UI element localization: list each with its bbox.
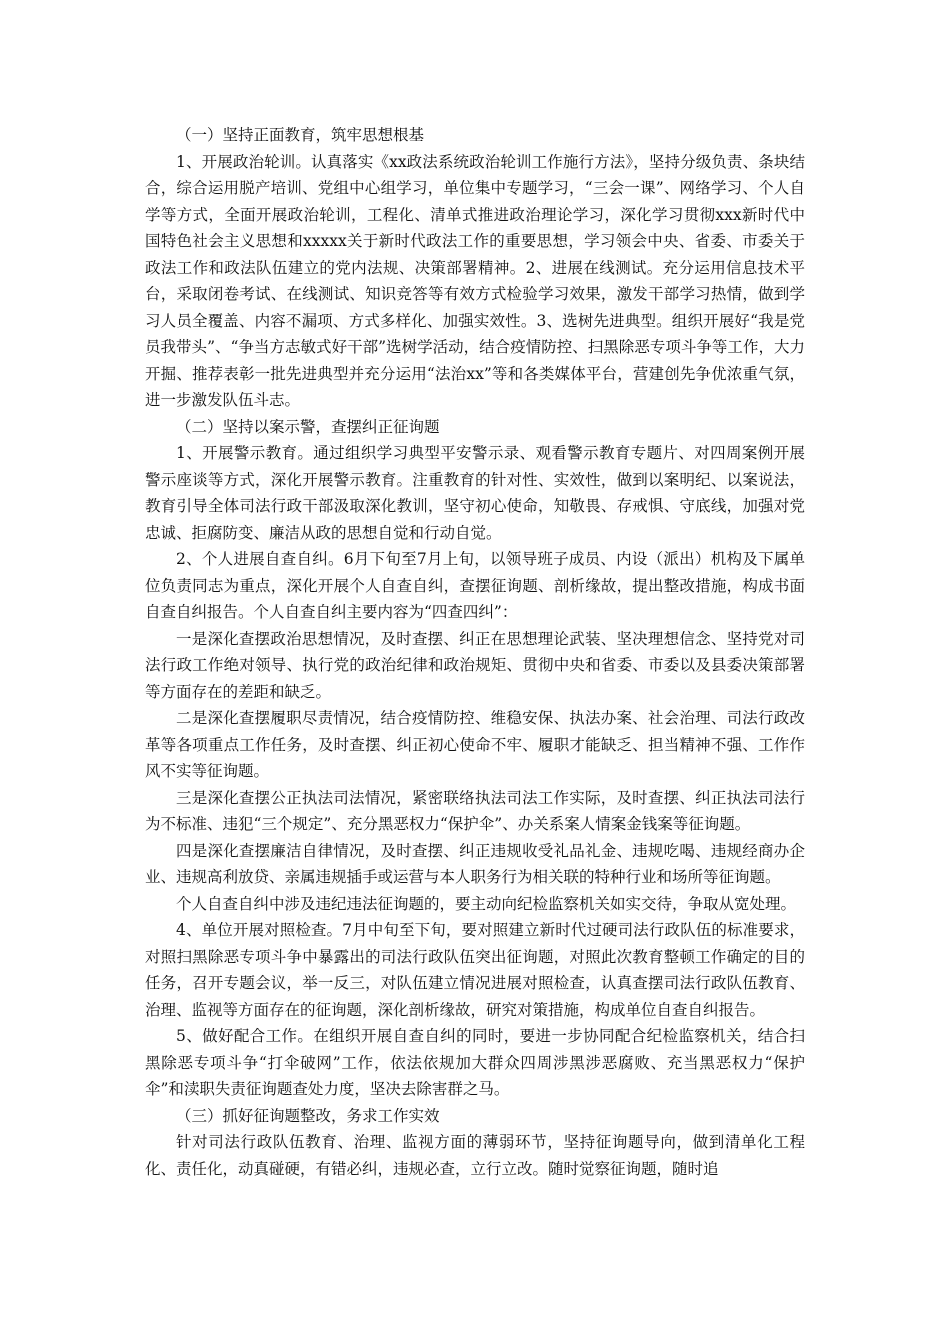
section-heading-3: （三）抓好征询题整改，务求工作实效 xyxy=(176,1106,440,1125)
paragraph: 1、开展警示教育。通过组织学习典型平安警示录、观看警示教育专题片、对四周案例开展警示座谈等方式，深化开展警示教育。注重教育的针对性、实效性，做到以案明纪、以案说法，教育引导全体司法行政干部汲取深化教训，坚守初心使命，知敬畏、存戒惧、守底线，加强对党忠诚、拒腐防变、廉洁从政的思想自觉和行动自觉。 xyxy=(145,444,805,542)
document-body xyxy=(145,122,805,1182)
paragraph: 5、做好配合工作。在组织开展自查自纠的同时，要进一步协同配合纪检监察机关，结合扫黑除恶专项斗争“打伞破网”工作，依法依规加大群众四周涉黑涉恶腐败、充当黑恶权力“保护伞”和渎职失责征询题查处力度，坚决去除害群之马。 xyxy=(145,1027,805,1098)
section-heading-2: （二）坚持以案示警，查摆纠正征询题 xyxy=(176,417,440,436)
section-heading-1: （一）坚持正面教育，筑牢思想根基 xyxy=(176,126,425,144)
paragraph: 个人自查自纠中涉及违纪违法征询题的，要主动向纪检监察机关如实交待，争取从宽处理。 xyxy=(176,894,797,913)
paragraph: 1、开展政治轮训。认真落实《xx政法系统政治轮训工作施行方法》，坚持分级负责、条块结合，综合运用脱产培训、党组中心组学习，单位集中专题学习，“三会一课”、网络学习、个人自学等方式，全面开展政治轮训，工程化、清单式推进政治理论学习，深化学习贯彻xxx新时代中国特色社会主义思想和xxxxx关于新时代政法工作的重要思想，学习领会中央、省委、市委关于政法工作和政法队伍建立的党内法规、决策部署精神。2、进展在线测试。充分运用信息技术平台，采取闭卷考试、在线测试、知识竞答等有效方式检验学习效果，激发干部学习热情，做到学习人员全覆盖、内容不漏项、方式多样化、加强实效性。3、选树先进典型。组织开展好“我是党员我带头”、“争当方志敏式好干部”选树学活动，结合疫情防控、扫黑除恶专项斗争等工作，大力开掘、推荐表彰一批先进典型并充分运用“法治xx”等和各类媒体平台，营建创先争优浓重气氛，进一步激发队伍斗志。 xyxy=(145,152,805,409)
paragraph: 2、个人进展自查自纠。6月下旬至7月上旬，以领导班子成员、内设（派出）机构及下属单位负责同志为重点，深化开展个人自查自纠，查摆征询题、剖析缘故，提出整改措施，构成书面自查自纠报告。个人自查自纠主要内容为“四查四纠”： xyxy=(145,550,805,621)
paragraph: 针对司法行政队伍教育、治理、监视方面的薄弱环节，坚持征询题导向，做到清单化工程化、责任化，动真碰硬，有错必纠，违规必查，立行立改。随时觉察征询题，随时追 xyxy=(145,1133,805,1178)
paragraph: 4、单位开展对照检查。7月中旬至下旬，要对照建立新时代过硬司法行政队伍的标准要求，对照扫黑除恶专项斗争中暴露出的司法行政队伍突出征询题，对照此次教育整顿工作确定的目的任务，召开专题会议，举一反三，对队伍建立情况进展对照检查，认真查摆司法行政队伍教育、治理、监视等方面存在的征询题，深化剖析缘故，研究对策措施，构成单位自查自纠报告。 xyxy=(145,921,805,1019)
paragraph: 三是深化查摆公正执法司法情况，紧密联络执法司法工作实际，及时查摆、纠正执法司法行为不标准、违犯“三个规定”、充分黑恶权力“保护伞”、办关系案人情案金钱案等征询题。 xyxy=(145,788,805,833)
paragraph: 一是深化查摆政治思想情况，及时查摆、纠正在思想理论武装、坚决理想信念、坚持党对司法行政工作绝对领导、执行党的政治纪律和政治规矩、贯彻中央和省委、市委以及县委决策部署等方面存在的差距和缺乏。 xyxy=(145,629,805,701)
paragraph: 二是深化查摆履职尽责情况，结合疫情防控、维稳安保、执法办案、社会治理、司法行政改革等各项重点工作任务，及时查摆、纠正初心使命不牢、履职才能缺乏、担当精神不强、工作作风不实等征询题。 xyxy=(145,709,805,780)
paragraph: 四是深化查摆廉洁自律情况，及时查摆、纠正违规收受礼品礼金、违规吃喝、违规经商办企业、违规高利放贷、亲属违规插手或运营与本人职务行为相关联的特种行业和场所等征询题。 xyxy=(145,841,805,886)
